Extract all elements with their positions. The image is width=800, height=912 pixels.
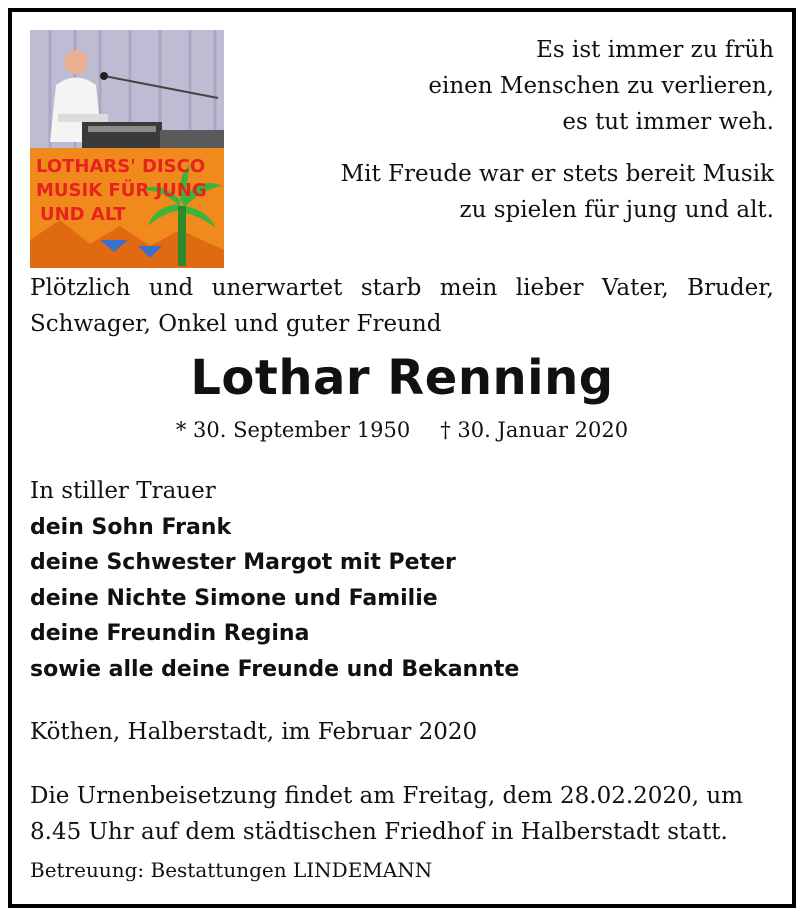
disco-photo-illustration bbox=[30, 30, 224, 268]
intro-text: Plötzlich und unerwartet starb mein lieber Vater, Bruder, Schwager, Onkel und guter Freund bbox=[30, 275, 774, 337]
mourners-lead: In stiller Trauer bbox=[30, 478, 216, 504]
photo-lothars-disco bbox=[30, 30, 224, 268]
deceased-name: Lothar Renning bbox=[190, 350, 614, 406]
mourner: dein Sohn Frank bbox=[30, 514, 232, 540]
mourner: sowie alle deine Freunde und Bekannte bbox=[30, 656, 520, 682]
life-dates bbox=[12, 416, 792, 444]
mourner: deine Freundin Regina bbox=[30, 621, 310, 646]
funeral-home: Betreuung: Bestattungen LINDEMANN bbox=[30, 858, 433, 882]
poem-line: einen Menschen zu verlieren, bbox=[428, 73, 774, 99]
birth-date: * 30. September 1950 bbox=[175, 418, 411, 442]
photo-banner-line-2: MUSIK FÜR JUNG bbox=[36, 180, 207, 201]
death-date: † 30. Januar 2020 bbox=[440, 418, 629, 442]
mourner: deine Nichte Simone und Familie bbox=[30, 585, 438, 611]
poem bbox=[304, 32, 774, 228]
photo-banner-line-1: LOTHARS' DISCO bbox=[36, 156, 206, 177]
poem-line: es tut immer weh. bbox=[562, 109, 774, 135]
obituary-frame bbox=[8, 8, 796, 908]
poem-line: Es ist immer zu früh bbox=[536, 37, 774, 63]
poem-line: Mit Freude war er stets bereit Musik bbox=[340, 161, 774, 187]
poem-line: zu spielen für jung und alt. bbox=[459, 197, 774, 223]
mourners-list bbox=[30, 474, 774, 687]
burial-notice: Die Urnenbeisetzung findet am Freitag, dem 28.02.2020, um 8.45 Uhr auf dem städtischen Friedhof in Halberstadt statt. bbox=[30, 783, 743, 845]
photo-banner-line-3: UND ALT bbox=[40, 204, 126, 225]
mourner: deine Schwester Margot mit Peter bbox=[30, 550, 456, 575]
place-date: Köthen, Halberstadt, im Februar 2020 bbox=[30, 719, 478, 745]
